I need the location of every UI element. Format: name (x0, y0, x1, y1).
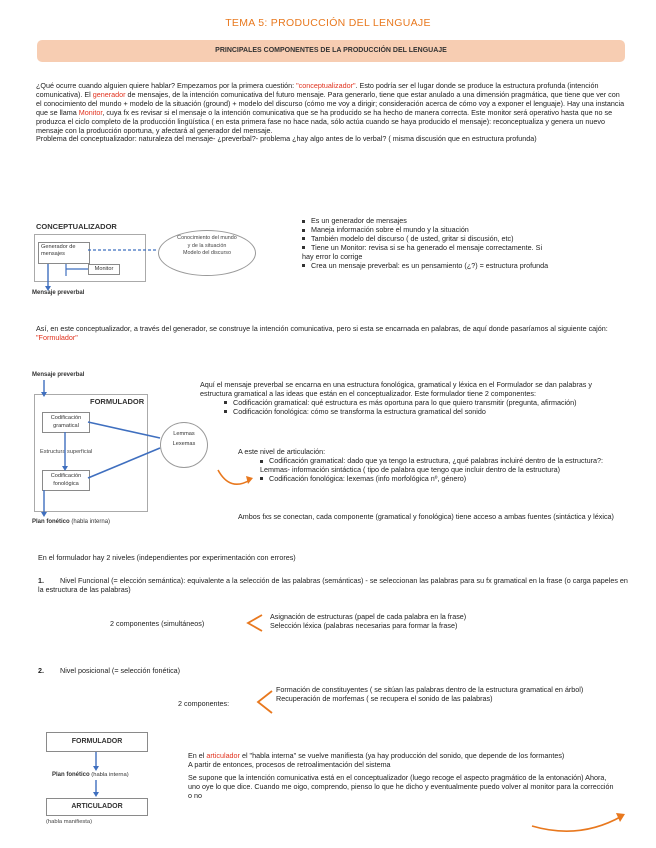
articulation-level-block: A este nivel de articulación: Codificación gramatical: dado que ya tengo la estructura, ¿qué palabras incluiré dentro de la estructura?: Lemmas- información sintáctica ( tipo de palabra que tengo que incluir dentro de la estructura) Codificación fonológica: lexemas (info morfológica nº, género) (238, 448, 620, 484)
knowledge-ellipse: Conocimiento del mundo y de la situación Modelo del discurso (158, 230, 256, 276)
phon-encoding-box: Codificación fonológica (42, 470, 90, 491)
banner-text: PRINCIPALES COMPONENTES DE LA PRODUCCIÓN DEL LENGUAJE (215, 47, 447, 54)
bullet-item: Codificación gramatical: dado que ya tengo la estructura, ¿qué palabras incluiré dentro de la estructura?: Lemmas- información sintáctica ( tipo de palabra que tengo que incluir dentro de la estructura) (260, 455, 604, 474)
bullet-item: Tiene un Monitor: revisa si se ha generado el mensaje correctamente. Si hay error lo corrige (302, 242, 543, 261)
bullet-item: Es un generador de mensajes (302, 217, 552, 226)
bullet-item: Crea un mensaje preverbal: es un pensamiento (¿?) = estructura profunda (302, 262, 552, 271)
levels-intro: En el formulador hay 2 niveles (independientes por experimentación con errores) (38, 553, 296, 562)
transition-paragraph: Así, en este conceptualizador, a través del generador, se construye la intención comunicativa, pero si esta se encarnada en palabras, de aquí donde pasaríamos al siguiente cajón: "Formulador" (36, 324, 608, 342)
formulador-box: FORMULADOR (46, 732, 148, 752)
term-generador: generador (92, 89, 126, 99)
articulador-arrows (40, 732, 160, 832)
level-1-components: Asignación de estructuras (papel de cada palabra en la frase) Selección léxica (palabras necesarias para formar la frase) (270, 612, 467, 630)
both-fxs-paragraph: Ambos fxs se conectan, cada componente (gramatical y fonológica) tiene acceso a ambas fuentes (sintáctica y léxica) (238, 512, 614, 521)
formulador-paragraph: Aquí el mensaje preverbal se encarna en una estructura fonológica, gramatical y léxica en el Formulador se dan palabras y estructura gramatical a las ideas que están en el conceptualizador. Este formulador tiene 2 componentes: Codificación gramatical: qué estructura es más oportuna para lo que quiero transmitir (pregunta, afirmación) Codificación fonológica: cómo se transforma la estructura gramatical del sonido (200, 381, 620, 417)
bullet-item: Codificación fonológica: cómo se transforma la estructura gramatical del sonido (224, 408, 620, 417)
orange-bracket (244, 612, 266, 634)
surface-structure-label: Estructura superficial (40, 449, 93, 455)
term-conceptualizador: "conceptualizador" (296, 81, 356, 90)
term-formulador: "Formulador" (36, 332, 78, 342)
generator-box: Generador de mensajes (38, 242, 90, 264)
preverbal-input-label: Mensaje preverbal (32, 372, 85, 378)
bullet-item: Maneja información sobre el mundo y la situación (302, 226, 552, 235)
orange-bracket (254, 688, 276, 716)
page-title: TEMA 5: PRODUCCIÓN DEL LENGUAJE (225, 17, 431, 29)
articulador-box: ARTICULADOR (46, 798, 148, 816)
phonetic-plan-label: Plan fonético (habla interna) (32, 519, 111, 525)
formulador-arrows (30, 372, 220, 532)
articulador-paragraph: En el articulador el "habla interna" se vuelve manifiesta (ya hay producción del sonido, que depende de los formantes) A partir de entonces, procesos de retroalimentación del sistema Se supone que la intención comunicativa está en el conceptualizador (luego recoge el aspecto pragmático de la entonación) Ahora, uno oye lo que dice. Cuando me oigo, comprendo, pienso lo que he dicho y eventualmente puedo volver al monitor para la corrección o no (188, 751, 614, 800)
orange-arrow (530, 810, 630, 840)
level-2-components: Formación de constituyentes ( se sitúan las palabras dentro de la estructura gramatical en árbol) Recuperación de morfemas ( se recupera el sonido de las palabras) (276, 685, 584, 703)
formulador-heading: FORMULADOR (90, 397, 145, 406)
conceptualizador-arrows (30, 220, 270, 300)
level-1: 1. Nivel Funcional (= elección semántica): equivalente a la selección de las palabras (semánticas) - se seleccionan las palabras para su fx gramatical en la frase (o carga papeles en la estructura de las palabras) (38, 576, 628, 594)
phonetic-plan-label: Plan fonético (habla interna) (52, 772, 129, 778)
formulador-diagram (30, 372, 220, 532)
term-monitor: Monitor (78, 107, 103, 117)
conceptualizador-heading: CONCEPTUALIZADOR (36, 222, 117, 231)
level-2: 2. Nivel posicional (= selección fonética) (38, 666, 181, 675)
bullet-item: Codificación fonológica: lexemas (info morfológica nº, género) (260, 475, 620, 484)
intro-paragraph: ¿Qué ocurre cuando alguien quiere hablar? Empezamos por la primera cuestión: "conceptualizador". Esto podría ser el lugar donde se produce la estructura profunda (intención comunicativa). El generador de mensajes, de la intención comunicativa del futuro mensaje. Para generarlo, tiene que estar anulado a una dimensión pragmática, que tiene que ver con el conocimiento del mundo + modelo de la situación (ground) + modelo del discurso (cómo me voy a dirigir; consideración acerca de cómo voy a exponer el lenguaje). Hay una instancia que se llama Monitor, cuya fx es revisar si el mensaje o la intención comunicativa que se ha producido se ha hecho de manera correcta. Este monitor será operativo hasta que no se produzca el ciclo completo de la producción lingüística ( en esta primera fase no hace nada, sólo actúa cuando se haya producido el mensaje): reconceptualiza y genera un nuevo mensaje con la producción oportuna, y afectará al generador del mensaje. Problema del conceptualizador: naturaleza del mensaje- ¿preverbal?- problema ¿hay algo antes de lo verbal? ( misma discusión que en estructura profunda) (36, 81, 625, 144)
conceptualizador-diagram (30, 220, 270, 300)
monitor-box: Monitor (88, 264, 120, 275)
bullet-item: Codificación gramatical: qué estructura es más oportuna para lo que quiero transmitir (pregunta, afirmación) (224, 399, 620, 408)
section-banner (37, 40, 625, 62)
articulador-diagram (40, 732, 160, 832)
overt-speech-label: (habla manifiesta) (46, 819, 93, 825)
bullet-item: También modelo del discurso ( de usted, gritar si discusión, etc) (302, 235, 552, 244)
term-articulador: articulador (206, 751, 240, 760)
gram-encoding-box: Codificación gramatical (42, 412, 90, 433)
level-1-components-label: 2 componentes (simultáneos) (110, 619, 205, 628)
lexicon-ellipse: Lemmas Lexemas (160, 422, 208, 468)
preverbal-output-label: Mensaje preverbal (32, 290, 85, 296)
conceptualizador-bullets (302, 217, 552, 270)
level-2-components-label: 2 componentes: (178, 699, 230, 708)
